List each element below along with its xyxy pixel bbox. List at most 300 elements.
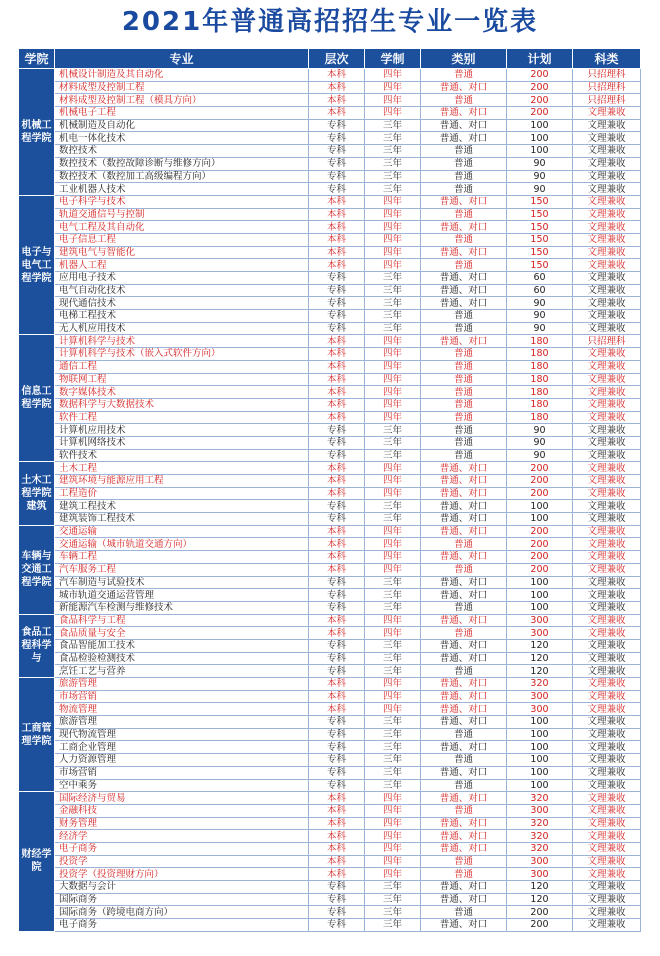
major-cell: 应用电子技术 bbox=[55, 272, 309, 285]
category-cell: 普通 bbox=[421, 449, 507, 462]
plan-cell: 60 bbox=[507, 272, 573, 285]
category-cell: 普通、对口 bbox=[421, 881, 507, 894]
level-cell: 本科 bbox=[309, 398, 365, 411]
subject-cell: 文理兼收 bbox=[573, 919, 641, 932]
duration-cell: 三年 bbox=[365, 919, 421, 932]
major-cell: 建筑环境与能源应用工程 bbox=[55, 475, 309, 488]
table-row bbox=[19, 373, 641, 386]
level-cell: 本科 bbox=[309, 246, 365, 259]
plan-cell: 120 bbox=[507, 881, 573, 894]
table-row bbox=[19, 360, 641, 373]
major-cell: 机械制造及自动化 bbox=[55, 119, 309, 132]
duration-cell: 四年 bbox=[365, 792, 421, 805]
level-cell: 专科 bbox=[309, 665, 365, 678]
major-cell: 现代通信技术 bbox=[55, 297, 309, 310]
plan-cell: 200 bbox=[507, 475, 573, 488]
category-cell: 普通 bbox=[421, 233, 507, 246]
major-cell: 建筑电气与智能化 bbox=[55, 246, 309, 259]
major-cell: 通信工程 bbox=[55, 360, 309, 373]
subject-cell: 文理兼收 bbox=[573, 525, 641, 538]
table-row bbox=[19, 614, 641, 627]
category-cell: 普通、对口 bbox=[421, 462, 507, 475]
table-row bbox=[19, 741, 641, 754]
category-cell: 普通 bbox=[421, 424, 507, 437]
level-cell: 本科 bbox=[309, 842, 365, 855]
major-cell: 电气自动化技术 bbox=[55, 284, 309, 297]
major-cell: 机电一体化技术 bbox=[55, 132, 309, 145]
header-level: 层次 bbox=[309, 49, 365, 69]
plan-cell: 200 bbox=[507, 563, 573, 576]
level-cell: 本科 bbox=[309, 360, 365, 373]
major-cell: 材料成型及控制工程 bbox=[55, 81, 309, 94]
table-row bbox=[19, 449, 641, 462]
level-cell: 专科 bbox=[309, 779, 365, 792]
category-cell: 普通、对口 bbox=[421, 284, 507, 297]
major-cell: 大数据与会计 bbox=[55, 881, 309, 894]
level-cell: 专科 bbox=[309, 132, 365, 145]
level-cell: 专科 bbox=[309, 919, 365, 932]
table-row bbox=[19, 335, 641, 348]
table-row bbox=[19, 779, 641, 792]
duration-cell: 四年 bbox=[365, 804, 421, 817]
subject-cell: 文理兼收 bbox=[573, 360, 641, 373]
duration-cell: 三年 bbox=[365, 906, 421, 919]
table-row bbox=[19, 817, 641, 830]
category-cell: 普通、对口 bbox=[421, 221, 507, 234]
plan-cell: 120 bbox=[507, 639, 573, 652]
subject-cell: 文理兼收 bbox=[573, 792, 641, 805]
table-row bbox=[19, 601, 641, 614]
major-cell: 市场营销 bbox=[55, 766, 309, 779]
level-cell: 专科 bbox=[309, 766, 365, 779]
college-cell: 工商管理学院 bbox=[19, 678, 55, 792]
plan-cell: 90 bbox=[507, 183, 573, 196]
level-cell: 本科 bbox=[309, 868, 365, 881]
duration-cell: 四年 bbox=[365, 94, 421, 107]
table-row bbox=[19, 525, 641, 538]
level-cell: 本科 bbox=[309, 233, 365, 246]
duration-cell: 三年 bbox=[365, 601, 421, 614]
subject-cell: 文理兼收 bbox=[573, 183, 641, 196]
level-cell: 本科 bbox=[309, 335, 365, 348]
table-row bbox=[19, 208, 641, 221]
duration-cell: 三年 bbox=[365, 639, 421, 652]
subject-cell: 文理兼收 bbox=[573, 665, 641, 678]
level-cell: 专科 bbox=[309, 728, 365, 741]
plan-cell: 150 bbox=[507, 233, 573, 246]
category-cell: 普通、对口 bbox=[421, 893, 507, 906]
duration-cell: 三年 bbox=[365, 424, 421, 437]
duration-cell: 四年 bbox=[365, 398, 421, 411]
category-cell: 普通 bbox=[421, 170, 507, 183]
plan-cell: 320 bbox=[507, 830, 573, 843]
duration-cell: 四年 bbox=[365, 487, 421, 500]
subject-cell: 文理兼收 bbox=[573, 246, 641, 259]
subject-cell: 文理兼收 bbox=[573, 538, 641, 551]
subject-cell: 文理兼收 bbox=[573, 678, 641, 691]
subject-cell: 文理兼收 bbox=[573, 551, 641, 564]
duration-cell: 四年 bbox=[365, 817, 421, 830]
plan-cell: 200 bbox=[507, 906, 573, 919]
table-row bbox=[19, 107, 641, 120]
majors-table bbox=[18, 48, 641, 932]
level-cell: 本科 bbox=[309, 69, 365, 82]
subject-cell: 文理兼收 bbox=[573, 627, 641, 640]
plan-cell: 320 bbox=[507, 842, 573, 855]
plan-cell: 300 bbox=[507, 690, 573, 703]
table-row bbox=[19, 475, 641, 488]
major-cell: 数字媒体技术 bbox=[55, 386, 309, 399]
table-row bbox=[19, 766, 641, 779]
table-row bbox=[19, 538, 641, 551]
level-cell: 本科 bbox=[309, 817, 365, 830]
duration-cell: 三年 bbox=[365, 754, 421, 767]
duration-cell: 四年 bbox=[365, 81, 421, 94]
plan-cell: 90 bbox=[507, 436, 573, 449]
category-cell: 普通、对口 bbox=[421, 487, 507, 500]
duration-cell: 四年 bbox=[365, 411, 421, 424]
plan-cell: 100 bbox=[507, 132, 573, 145]
college-cell: 信息工程学院 bbox=[19, 335, 55, 462]
level-cell: 本科 bbox=[309, 411, 365, 424]
category-cell: 普通、对口 bbox=[421, 195, 507, 208]
major-cell: 电子科学与技术 bbox=[55, 195, 309, 208]
plan-cell: 120 bbox=[507, 652, 573, 665]
category-cell: 普通、对口 bbox=[421, 297, 507, 310]
plan-cell: 200 bbox=[507, 525, 573, 538]
level-cell: 专科 bbox=[309, 589, 365, 602]
subject-cell: 文理兼收 bbox=[573, 221, 641, 234]
level-cell: 专科 bbox=[309, 145, 365, 158]
subject-cell: 文理兼收 bbox=[573, 475, 641, 488]
major-cell: 数控技术 bbox=[55, 145, 309, 158]
duration-cell: 四年 bbox=[365, 208, 421, 221]
category-cell: 普通、对口 bbox=[421, 919, 507, 932]
duration-cell: 三年 bbox=[365, 322, 421, 335]
subject-cell: 文理兼收 bbox=[573, 690, 641, 703]
level-cell: 专科 bbox=[309, 741, 365, 754]
plan-cell: 100 bbox=[507, 716, 573, 729]
plan-cell: 150 bbox=[507, 195, 573, 208]
duration-cell: 三年 bbox=[365, 145, 421, 158]
subject-cell: 文理兼收 bbox=[573, 741, 641, 754]
level-cell: 本科 bbox=[309, 107, 365, 120]
category-cell: 普通 bbox=[421, 665, 507, 678]
plan-cell: 300 bbox=[507, 804, 573, 817]
plan-cell: 180 bbox=[507, 398, 573, 411]
category-cell: 普通、对口 bbox=[421, 119, 507, 132]
subject-cell: 文理兼收 bbox=[573, 754, 641, 767]
duration-cell: 三年 bbox=[365, 881, 421, 894]
plan-cell: 300 bbox=[507, 703, 573, 716]
duration-cell: 四年 bbox=[365, 614, 421, 627]
level-cell: 本科 bbox=[309, 208, 365, 221]
major-cell: 材料成型及控制工程（模具方向） bbox=[55, 94, 309, 107]
plan-cell: 180 bbox=[507, 335, 573, 348]
category-cell: 普通 bbox=[421, 373, 507, 386]
table-row bbox=[19, 462, 641, 475]
major-cell: 电子商务 bbox=[55, 842, 309, 855]
duration-cell: 三年 bbox=[365, 183, 421, 196]
table-row bbox=[19, 804, 641, 817]
subject-cell: 文理兼收 bbox=[573, 424, 641, 437]
level-cell: 本科 bbox=[309, 487, 365, 500]
category-cell: 普通、对口 bbox=[421, 576, 507, 589]
plan-cell: 90 bbox=[507, 170, 573, 183]
table-row bbox=[19, 893, 641, 906]
level-cell: 本科 bbox=[309, 792, 365, 805]
major-cell: 国际商务 bbox=[55, 893, 309, 906]
plan-cell: 60 bbox=[507, 284, 573, 297]
table-row bbox=[19, 424, 641, 437]
subject-cell: 只招理科 bbox=[573, 335, 641, 348]
major-cell: 现代物流管理 bbox=[55, 728, 309, 741]
table-row bbox=[19, 678, 641, 691]
category-cell: 普通 bbox=[421, 627, 507, 640]
duration-cell: 四年 bbox=[365, 830, 421, 843]
plan-cell: 180 bbox=[507, 373, 573, 386]
major-cell: 新能源汽车检测与维修技术 bbox=[55, 601, 309, 614]
subject-cell: 文理兼收 bbox=[573, 830, 641, 843]
subject-cell: 文理兼收 bbox=[573, 893, 641, 906]
level-cell: 专科 bbox=[309, 284, 365, 297]
major-cell: 车辆工程 bbox=[55, 551, 309, 564]
table-row bbox=[19, 132, 641, 145]
plan-cell: 200 bbox=[507, 551, 573, 564]
plan-cell: 90 bbox=[507, 297, 573, 310]
header-major: 专业 bbox=[55, 49, 309, 69]
table-row bbox=[19, 919, 641, 932]
level-cell: 专科 bbox=[309, 170, 365, 183]
table-row bbox=[19, 221, 641, 234]
subject-cell: 文理兼收 bbox=[573, 170, 641, 183]
category-cell: 普通、对口 bbox=[421, 817, 507, 830]
plan-cell: 100 bbox=[507, 779, 573, 792]
category-cell: 普通 bbox=[421, 69, 507, 82]
level-cell: 专科 bbox=[309, 183, 365, 196]
major-cell: 计算机科学与技术（嵌入式软件方向） bbox=[55, 348, 309, 361]
table-row bbox=[19, 386, 641, 399]
duration-cell: 四年 bbox=[365, 195, 421, 208]
category-cell: 普通 bbox=[421, 360, 507, 373]
level-cell: 专科 bbox=[309, 576, 365, 589]
duration-cell: 三年 bbox=[365, 170, 421, 183]
table-row bbox=[19, 81, 641, 94]
category-cell: 普通 bbox=[421, 322, 507, 335]
subject-cell: 只招理科 bbox=[573, 69, 641, 82]
category-cell: 普通、对口 bbox=[421, 246, 507, 259]
plan-cell: 100 bbox=[507, 500, 573, 513]
category-cell: 普通 bbox=[421, 563, 507, 576]
duration-cell: 四年 bbox=[365, 386, 421, 399]
table-row bbox=[19, 830, 641, 843]
table-row bbox=[19, 310, 641, 323]
major-cell: 空中乘务 bbox=[55, 779, 309, 792]
table-row bbox=[19, 842, 641, 855]
table-row bbox=[19, 272, 641, 285]
level-cell: 本科 bbox=[309, 386, 365, 399]
plan-cell: 120 bbox=[507, 893, 573, 906]
duration-cell: 四年 bbox=[365, 69, 421, 82]
subject-cell: 文理兼收 bbox=[573, 716, 641, 729]
major-cell: 软件技术 bbox=[55, 449, 309, 462]
table-row bbox=[19, 145, 641, 158]
subject-cell: 文理兼收 bbox=[573, 817, 641, 830]
subject-cell: 文理兼收 bbox=[573, 652, 641, 665]
plan-cell: 200 bbox=[507, 107, 573, 120]
major-cell: 投资学 bbox=[55, 855, 309, 868]
category-cell: 普通 bbox=[421, 906, 507, 919]
table-row bbox=[19, 665, 641, 678]
plan-cell: 180 bbox=[507, 360, 573, 373]
major-cell: 汽车制造与试验技术 bbox=[55, 576, 309, 589]
major-cell: 投资学（投资理财方向） bbox=[55, 868, 309, 881]
subject-cell: 文理兼收 bbox=[573, 107, 641, 120]
level-cell: 本科 bbox=[309, 830, 365, 843]
table-row bbox=[19, 157, 641, 170]
major-cell: 电梯工程技术 bbox=[55, 310, 309, 323]
subject-cell: 文理兼收 bbox=[573, 411, 641, 424]
level-cell: 专科 bbox=[309, 157, 365, 170]
level-cell: 专科 bbox=[309, 716, 365, 729]
college-cell: 机械工程学院 bbox=[19, 69, 55, 196]
plan-cell: 180 bbox=[507, 411, 573, 424]
category-cell: 普通 bbox=[421, 436, 507, 449]
category-cell: 普通 bbox=[421, 259, 507, 272]
duration-cell: 三年 bbox=[365, 272, 421, 285]
level-cell: 本科 bbox=[309, 563, 365, 576]
category-cell: 普通、对口 bbox=[421, 475, 507, 488]
plan-cell: 200 bbox=[507, 538, 573, 551]
plan-cell: 100 bbox=[507, 754, 573, 767]
college-cell: 电子与电气工程学院 bbox=[19, 195, 55, 335]
header-duration: 学制 bbox=[365, 49, 421, 69]
category-cell: 普通 bbox=[421, 728, 507, 741]
category-cell: 普通、对口 bbox=[421, 500, 507, 513]
duration-cell: 四年 bbox=[365, 335, 421, 348]
table-row bbox=[19, 500, 641, 513]
level-cell: 专科 bbox=[309, 310, 365, 323]
category-cell: 普通、对口 bbox=[421, 81, 507, 94]
plan-cell: 300 bbox=[507, 855, 573, 868]
subject-cell: 文理兼收 bbox=[573, 589, 641, 602]
level-cell: 本科 bbox=[309, 678, 365, 691]
duration-cell: 四年 bbox=[365, 868, 421, 881]
duration-cell: 三年 bbox=[365, 449, 421, 462]
level-cell: 专科 bbox=[309, 639, 365, 652]
major-cell: 物联网工程 bbox=[55, 373, 309, 386]
plan-cell: 180 bbox=[507, 348, 573, 361]
plan-cell: 200 bbox=[507, 919, 573, 932]
level-cell: 专科 bbox=[309, 449, 365, 462]
header-category: 类别 bbox=[421, 49, 507, 69]
major-cell: 计算机网络技术 bbox=[55, 436, 309, 449]
table-row bbox=[19, 195, 641, 208]
category-cell: 普通、对口 bbox=[421, 741, 507, 754]
table-row bbox=[19, 728, 641, 741]
category-cell: 普通 bbox=[421, 183, 507, 196]
major-cell: 食品质量与安全 bbox=[55, 627, 309, 640]
major-cell: 汽车服务工程 bbox=[55, 563, 309, 576]
category-cell: 普通 bbox=[421, 94, 507, 107]
category-cell: 普通 bbox=[421, 804, 507, 817]
category-cell: 普通、对口 bbox=[421, 589, 507, 602]
major-cell: 轨道交通信号与控制 bbox=[55, 208, 309, 221]
level-cell: 本科 bbox=[309, 195, 365, 208]
subject-cell: 文理兼收 bbox=[573, 284, 641, 297]
table-row bbox=[19, 94, 641, 107]
subject-cell: 文理兼收 bbox=[573, 386, 641, 399]
category-cell: 普通 bbox=[421, 145, 507, 158]
major-cell: 机器人工程 bbox=[55, 259, 309, 272]
major-cell: 人力资源管理 bbox=[55, 754, 309, 767]
plan-cell: 100 bbox=[507, 589, 573, 602]
duration-cell: 四年 bbox=[365, 233, 421, 246]
duration-cell: 三年 bbox=[365, 576, 421, 589]
duration-cell: 三年 bbox=[365, 589, 421, 602]
level-cell: 本科 bbox=[309, 525, 365, 538]
major-cell: 物流管理 bbox=[55, 703, 309, 716]
plan-cell: 150 bbox=[507, 259, 573, 272]
table-row bbox=[19, 487, 641, 500]
subject-cell: 文理兼收 bbox=[573, 208, 641, 221]
plan-cell: 90 bbox=[507, 424, 573, 437]
major-cell: 旅游管理 bbox=[55, 678, 309, 691]
subject-cell: 文理兼收 bbox=[573, 804, 641, 817]
table-row bbox=[19, 652, 641, 665]
plan-cell: 100 bbox=[507, 513, 573, 526]
table-row bbox=[19, 754, 641, 767]
table-row bbox=[19, 513, 641, 526]
level-cell: 专科 bbox=[309, 893, 365, 906]
table-row bbox=[19, 233, 641, 246]
level-cell: 本科 bbox=[309, 94, 365, 107]
level-cell: 本科 bbox=[309, 221, 365, 234]
level-cell: 本科 bbox=[309, 855, 365, 868]
duration-cell: 三年 bbox=[365, 741, 421, 754]
college-cell: 土木工程学院建筑 bbox=[19, 462, 55, 525]
duration-cell: 四年 bbox=[365, 563, 421, 576]
level-cell: 专科 bbox=[309, 652, 365, 665]
level-cell: 本科 bbox=[309, 259, 365, 272]
subject-cell: 只招理科 bbox=[573, 81, 641, 94]
category-cell: 普通、对口 bbox=[421, 132, 507, 145]
subject-cell: 文理兼收 bbox=[573, 881, 641, 894]
plan-cell: 100 bbox=[507, 741, 573, 754]
duration-cell: 四年 bbox=[365, 703, 421, 716]
duration-cell: 四年 bbox=[365, 360, 421, 373]
duration-cell: 四年 bbox=[365, 475, 421, 488]
major-cell: 食品检验检测技术 bbox=[55, 652, 309, 665]
major-cell: 市场营销 bbox=[55, 690, 309, 703]
table-row bbox=[19, 627, 641, 640]
level-cell: 专科 bbox=[309, 322, 365, 335]
category-cell: 普通、对口 bbox=[421, 614, 507, 627]
category-cell: 普通、对口 bbox=[421, 335, 507, 348]
table-row bbox=[19, 639, 641, 652]
table-row bbox=[19, 589, 641, 602]
plan-cell: 180 bbox=[507, 386, 573, 399]
category-cell: 普通、对口 bbox=[421, 690, 507, 703]
category-cell: 普通、对口 bbox=[421, 792, 507, 805]
subject-cell: 文理兼收 bbox=[573, 513, 641, 526]
category-cell: 普通 bbox=[421, 601, 507, 614]
duration-cell: 三年 bbox=[365, 779, 421, 792]
major-cell: 国际经济与贸易 bbox=[55, 792, 309, 805]
category-cell: 普通 bbox=[421, 310, 507, 323]
major-cell: 电子信息工程 bbox=[55, 233, 309, 246]
plan-cell: 100 bbox=[507, 766, 573, 779]
